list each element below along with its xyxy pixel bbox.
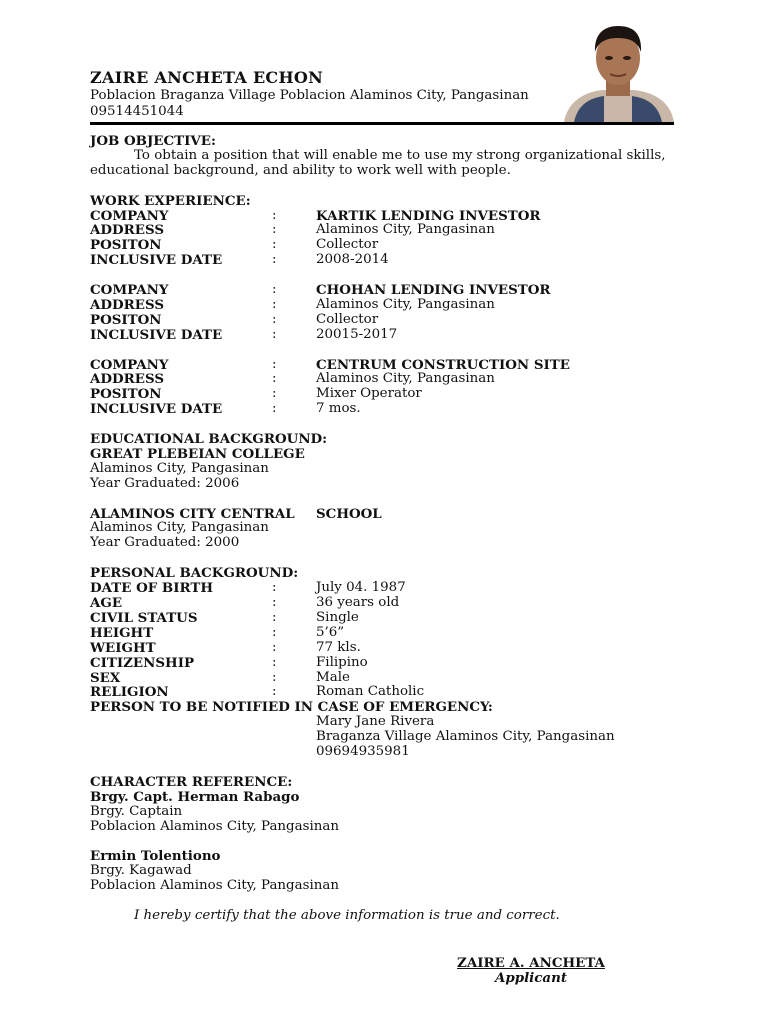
job-company: KARTIK LENDING INVESTOR <box>316 207 541 224</box>
work-heading: WORK EXPERIENCE: <box>90 192 251 209</box>
education-heading: EDUCATIONAL BACKGROUND: <box>90 431 328 448</box>
job-entry <box>90 283 680 343</box>
signature-block <box>451 956 611 986</box>
emergency-name: Mary Jane Rivera <box>316 714 435 730</box>
reference-address: Poblacion Alaminos City, Pangasinan <box>90 818 339 834</box>
job-row: INCLUSIVE DATE : 2008-2014 <box>90 252 389 269</box>
objective-text-line2: educational background, and ability to work well with people. <box>90 162 511 178</box>
job-row: POSITON : Collector <box>90 237 379 254</box>
signature-name: ZAIRE A. ANCHETA <box>457 955 605 971</box>
personal-row: SEX : Male <box>90 669 350 686</box>
personal-row: WEIGHT : 77 kls. <box>90 639 361 656</box>
personal-row: CITIZENSHIP : Filipino <box>90 654 368 671</box>
reference-heading: CHARACTER REFERENCE: <box>90 773 293 790</box>
resume-body <box>90 134 680 924</box>
applicant-photo <box>560 22 676 122</box>
school-year: Year Graduated: 2000 <box>90 535 240 551</box>
job-entry <box>90 358 680 418</box>
school-location: Alaminos City, Pangasinan <box>90 520 269 536</box>
applicant-name: ZAIRE ANCHETA ECHON <box>90 68 324 87</box>
emergency-phone: 09694935981 <box>316 744 410 760</box>
personal-row: AGE : 36 years old <box>90 595 400 611</box>
school-name: ALAMINOS CITY CENTRAL SCHOOL <box>90 505 382 522</box>
certification-statement: I hereby certify that the above information is true and correct. <box>134 907 560 923</box>
job-row: POSITON : Collector <box>90 311 379 328</box>
job-row: COMPANY : CENTRUM CONSTRUCTION SITE <box>90 358 680 373</box>
emergency-heading: PERSON TO BE NOTIFIED IN CASE OF EMERGENCY: <box>90 699 493 716</box>
reference-name: Brgy. Capt. Herman Rabago <box>90 788 300 805</box>
personal-row: HEIGHT : 5’6” <box>90 624 345 641</box>
job-company: CENTRUM CONSTRUCTION SITE <box>316 356 570 373</box>
job-row: ADDRESS : Alaminos City, Pangasinan <box>90 371 495 388</box>
job-row: POSITON : Mixer Operator <box>90 386 422 403</box>
school-name: GREAT PLEBEIAN COLLEGE <box>90 445 305 462</box>
objective-heading: JOB OBJECTIVE: <box>90 133 216 149</box>
job-row: INCLUSIVE DATE : 7 mos. <box>90 401 361 418</box>
personal-heading: PERSONAL BACKGROUND: <box>90 565 299 582</box>
job-label: COMPANY <box>90 207 169 224</box>
applicant-address: Poblacion Braganza Village Poblacion Alaminos City, Pangasinan <box>90 88 529 103</box>
job-entry <box>90 209 680 269</box>
reference-address: Poblacion Alaminos City, Pangasinan <box>90 878 339 894</box>
header-divider <box>90 122 674 125</box>
job-row: ADDRESS : Alaminos City, Pangasinan <box>90 296 495 313</box>
objective-text-line1: To obtain a position that will enable me to use my strong organizational skills, <box>134 147 666 163</box>
job-row: COMPANY : KARTIK LENDING INVESTOR <box>90 209 680 224</box>
job-row: COMPANY : CHOHAN LENDING INVESTOR <box>90 283 680 298</box>
signature-role: Applicant <box>494 970 568 986</box>
job-row: ADDRESS : Alaminos City, Pangasinan <box>90 222 495 239</box>
reference-title: Brgy. Kagawad <box>90 863 192 879</box>
job-company: CHOHAN LENDING INVESTOR <box>316 282 551 299</box>
applicant-phone: 09514451044 <box>90 104 184 119</box>
resume-header <box>90 68 570 120</box>
job-row: INCLUSIVE DATE : 20015-2017 <box>90 326 398 343</box>
reference-name: Ermin Tolentiono <box>90 848 221 865</box>
reference-title: Brgy. Captain <box>90 803 183 819</box>
personal-row: DATE OF BIRTH : July 04. 1987 <box>90 580 406 597</box>
personal-row: CIVIL STATUS : Single <box>90 609 359 626</box>
personal-row: RELIGION : Roman Catholic <box>90 684 425 701</box>
school-year: Year Graduated: 2006 <box>90 475 240 491</box>
school-location: Alaminos City, Pangasinan <box>90 460 269 476</box>
emergency-address: Braganza Village Alaminos City, Pangasinan <box>316 729 615 745</box>
